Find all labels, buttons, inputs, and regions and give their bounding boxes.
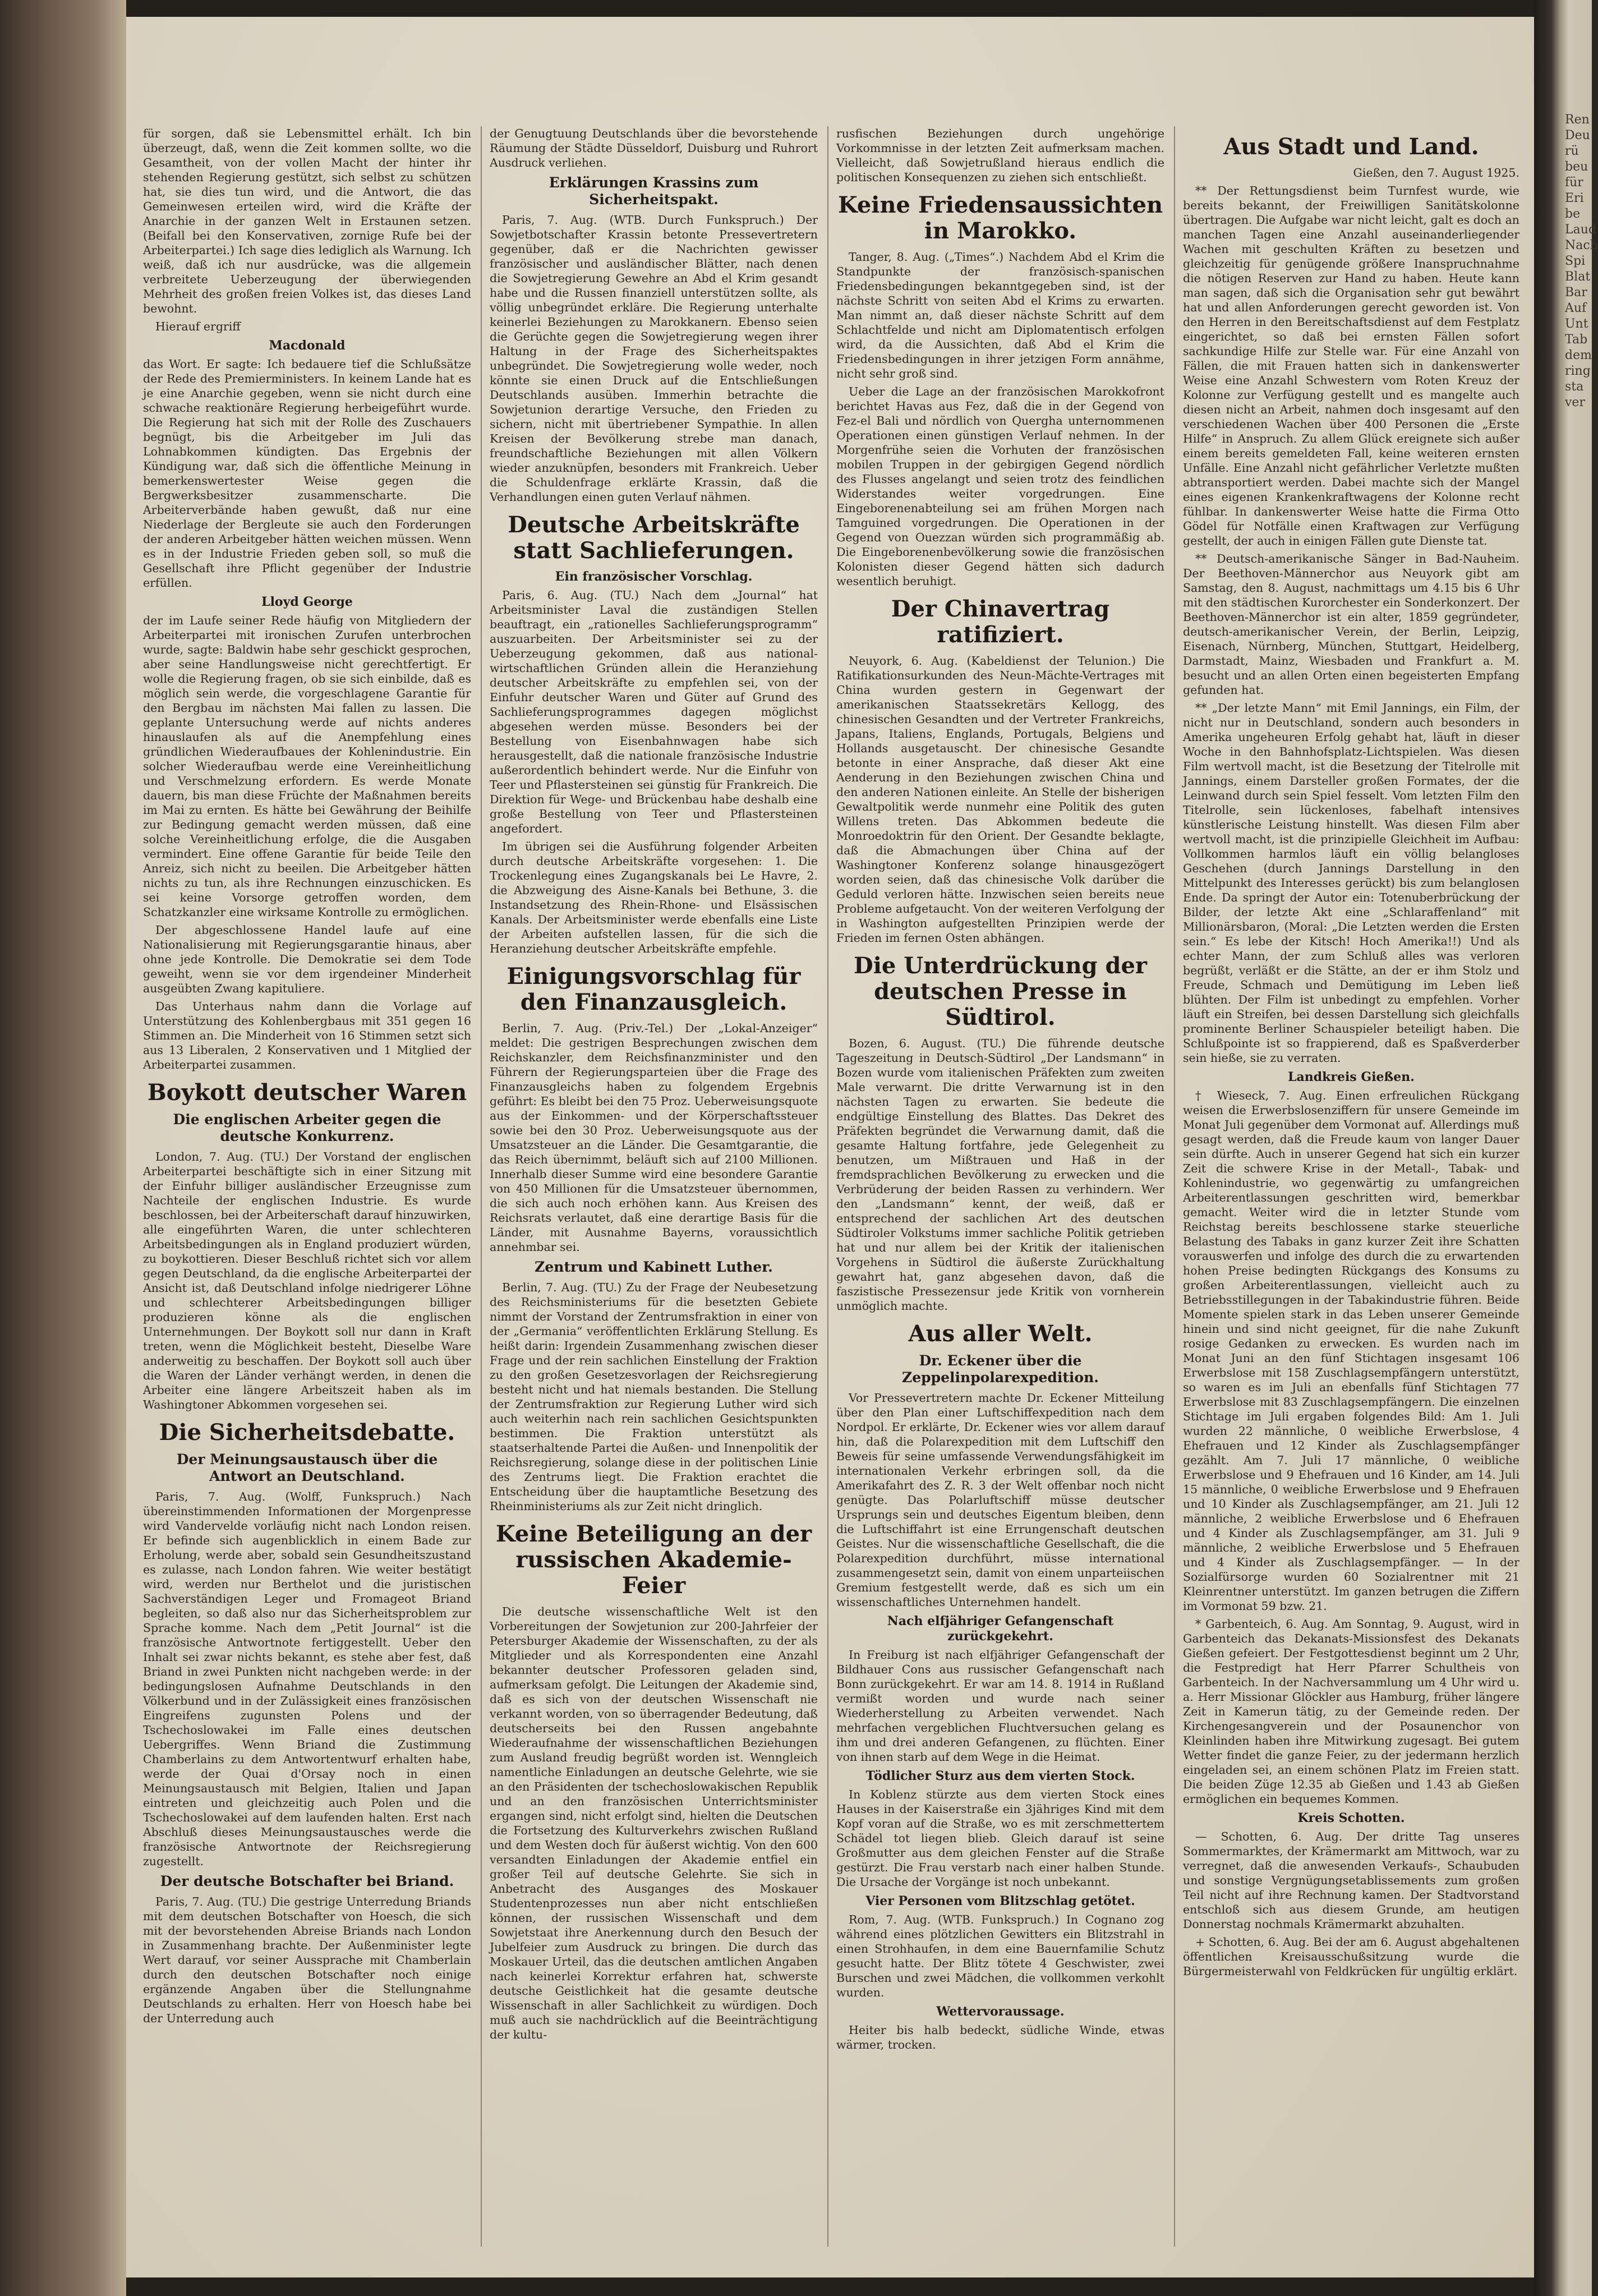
- article-text: Heiter bis halb bedeckt, südliche Winde, etwas wärmer, trocken.: [836, 2023, 1164, 2051]
- speaker-heading: Lloyd George: [261, 595, 353, 609]
- speaker-heading: Macdonald: [269, 338, 346, 353]
- article-text: Paris, 7. Aug. (Wolff, Funkspruch.) Nach übereinstimmenden Informationen der Morgenpresse wird Vandervelde vorläufig nicht nach London reisen. Er befinde sich augenblicklich in einem Bade zur Erholung, werde aber, sobald sein Gesundheitszustand es zulasse, nach London fahren. Wie weiter bestätigt wird, werden nur Berthelot und die juristischen Sachverständigen Leger und Fromageot Briand begleiten, so daß also nur das Sicherheitsproblem zur Sprache komme. Nach dem „Petit Journal“ ist die französische Antwortnote fertiggestellt. Ueber den Inhalt sei zwar nichts bekannt, es stehe aber fest, daß Briand in zwei Punkten nicht nachgeben werde: in der bedingungslosen Aufnahme Deutschlands in den Völkerbund und in der Zulässigkeit eines französischen Eingreifens zugunsten Polens und der Tschechoslowakei im Falle eines deutschen Uebergriffes. Wenn Briand die Zustimmung Chamberlains zu dem Antwortentwurf erhalten habe, werde der Quai d'Orsay noch in einen Meinungsaustausch mit Belgien, Italien und Japan eintreten und gleichzeitig auch Polen und die Tschechoslowakei auf dem laufenden halten. Erst nach Abschluß dieses Meinungsaustausches werde die französische Antwortnote der Reichsregierung zugestellt.: [143, 1490, 471, 1868]
- headline: Zentrum und Kabinett Luther.: [535, 1259, 773, 1275]
- article-text: Das Unterhaus nahm dann die Vorlage auf Unterstützung des Kohlenbergbaus mit 351 gegen 16 Stimmen an. Die Minderheit von 16 Stimmen setzt sich aus 13 Liberalen, 2 Konservativen und 1 Mitglied der Arbeiterpartei zusammen.: [143, 1000, 471, 1071]
- article-text: der im Laufe seiner Rede häufig von Mitgliedern der Arbeiterpartei mit ironischen Zurufen unterbrochen wurde, sagte: Baldwin habe sehr geschickt gesprochen, aber seine Handlungsweise nicht gerechtfertigt. Er wolle die Regierung fragen, ob sie sich einbilde, daß es möglich sein werde, die vorgeschlagene Garantie für den Bergbau im nächsten Mai fallen zu lassen. Die geplante Untersuchung werde auf nichts anderes hinauslaufen als auf die Anempfehlung eines gründlichen Wiederaufbaues der Kohlenindustrie. Ein solcher Wiederaufbau werde eine Vereinheitlichung und Verschmelzung erfordern. Es werde Monate dauern, bis man diese Früchte der Maßnahmen bereits im Mai zu ernten. Es hätte bei Gewährung der Beihilfe zur Bedingung gemacht werden müssen, daß eine solche Vereinheitlichung erfolge, die die Ausgaben vermindert. Eine offene Garantie für beide Teile den Anreiz, sich nicht zu beeilen. Die Arbeitgeber hätten nichts zu tun, als ihre Rechnungen einzuschicken. Es sei keine Vorsorge getroffen worden, dem Schatzkanzler eine wirksame Kontrolle zu ermöglichen.: [143, 614, 471, 919]
- headline: Die Sicherheitsdebatte.: [159, 1419, 455, 1446]
- article-text: Der abgeschlossene Handel laufe auf eine Nationalisierung mit Regierungsgarantie hinaus, aber ohne jede Kontrolle. Die Demokratie sei dem Tode geweiht, wenn sie vor dem irgendeiner Minderheit ausgeübten Zwang kapituliere.: [143, 923, 471, 995]
- subheadline: Ein französischer Vorschlag.: [555, 569, 753, 584]
- article-text: rusfischen Beziehungen durch ungehörige Vorkommnisse in der letzten Zeit aufmerksam machen. Vielleicht, daß Sowjetrußland hieraus endlich die politischen Konsequenzen zu ziehen sich entschließt.: [836, 127, 1164, 184]
- article-text: das Wort. Er sagte: Ich bedauere tief die Schlußsätze der Rede des Premierministers. In keinem Lande hat es je eine Anarchie gegeben, wenn sie nicht durch eine schwache reaktionäre Regierung herbeigeführt wurde. Die Regierung hat sich mit der Rolle des Zuschauers begnügt, bis die Arbeitgeber im Juli das Lohnabkommen kündigten. Das Ergebnis der Kündigung war, daß sich die öffentliche Meinung in bemerkenswertester Weise gegen die Bergwerksbesitzer zusammenscharte. Die Arbeiterverbände haben gewußt, daß nur eine Niederlage der Bergleute sie auch den Forderungen der anderen Arbeitgeber hätten weichen müssen. Wenn es in der Industrie Frieden geben soll, so muß die Gesellschaft ihre Pflicht gegenüber der Industrie erfüllen.: [143, 357, 471, 590]
- headline: Keine Beteiligung an der russischen Akademie-Feier: [495, 1521, 812, 1599]
- article-text: In Koblenz stürzte aus dem vierten Stock eines Hauses in der Kaiserstraße ein 3jähriges Kind mit dem Kopf voran auf die Straße, wo es mit zerschmettertem Schädel tot liegen blieb. Gleich darauf ist seine Großmutter aus dem gleichen Fenster auf die Straße gestürzt. Die Frau verstarb nach einer halben Stunde. Die Ursache der Vorgänge ist noch unbekannt.: [836, 1788, 1164, 1889]
- article-text: Berlin, 7. Aug. (TU.) Zu der Frage der Neubesetzung des Reichsministeriums für die besetzten Gebiete nimmt der Vorstand der Zentrumsfraktion in einer von der „Germania“ veröffentlichten Erklärung Stellung. Es heißt darin: Irgendein Zusammenhang zwischen dieser Frage und der rein sachlichen Einstellung der Fraktion zu den großen Gesetzesvorlagen der Reichsregierung besteht nicht und hat niemals bestanden. Die Stellung der Zentrumsfraktion zur Regierung Luther wird sich auch weiterhin nach rein sachlichen Gesichtspunkten bestimmen. Die Fraktion unterstützt als staatserhaltende Partei die Außen- und Innenpolitik der Reichsregierung, solange diese in der politischen Linie des Zentrums liegt. Die Fraktion erachtet die Entscheidung über die hauptamtliche Besetzung des Rheinministeriums als zur Zeit nicht dringlich.: [490, 1281, 818, 1513]
- article-text: Im übrigen sei die Ausführung folgender Arbeiten durch deutsche Arbeitskräfte vorgesehen: 1. Die Trockenlegung eines Zugangskanals bei Le Havre, 2. die Abzweigung des Aisne-Kanals bei Bethune, 3. die Instandsetzung des Rhein-Rhone- und Elsässischen Kanals. Der Arbeitsminister werde ebenfalls eine Liste der Arbeiten aufstellen lassen, für die sich die Heranziehung deutscher Arbeitskräfte empfehle.: [490, 840, 818, 955]
- article-text: Ueber die Lage an der französischen Marokkofront berichtet Havas aus Fez, daß die in der Gegend von Fez-el Bali und nördlich von Quergha unternommenen Operationen einen günstigen Verlauf nehmen. In der Morgenfrühe seien die Vorhuten der französischen mobilen Truppen in der gebirgigen Gegend nördlich des Flusses angelangt und seien trotz des feindlichen Widerstandes weiter vorgedrungen. Eine Eingeborenenabteilung sei am frühen Morgen nach Tamguined vorgedrungen. Die Operationen in der Gegend von Ouezzan würden sich programmäßig ab. Die Eingeborenenbevölkerung sowie die französischen Kolonisten dieser Gegend hätten sich dadurch wesentlich beruhigt.: [836, 385, 1164, 588]
- article-text: Hierauf ergriff: [155, 320, 241, 333]
- section-subheading: Kreis Schotten.: [1297, 1811, 1405, 1825]
- section-heading: Aus aller Welt.: [908, 1320, 1093, 1347]
- headline: Wettervoraussage.: [936, 2004, 1065, 2019]
- article-text: Neuyork, 6. Aug. (Kabeldienst der Telunion.) Die Ratifikationsurkunden des Neun-Mächte-Vertrages mit China wurden gestern in Gegenwart der amerikanischen Staatssekretärs Kellogg, des chinesischen Gesandten und der Vertreter Frankreichs, Japans, Italiens, Englands, Portugals, Belgiens und Hollands ausgetauscht. Der chinesische Gesandte betonte in einer Ansprache, daß dieser Akt eine Aenderung in den Beziehungen zwischen China und den anderen Nationen einleite. An Stelle der bisherigen Gewaltpolitik werde nunmehr eine Politik des guten Willens treten. Das Abkommen bedeute die Monroedoktrin für den Orient. Der Gesandte beklagte, daß die Abmachungen über China auf der Washingtoner Konferenz solange hinausgezögert worden seien, daß das chinesische Volk darüber die Geduld verloren hätte. Inzwischen seien bereits neue Probleme aufgetaucht. Von der weiteren Verfolgung der in Washington aufgestellten Prinzipien werde der Frieden im fernen Osten abhängen.: [836, 654, 1164, 945]
- headline: Der deutsche Botschafter bei Briand.: [160, 1873, 454, 1889]
- subheadline: Die englischen Arbeiter gegen die deutsche Konkurrenz.: [173, 1111, 441, 1144]
- headline: Die Unterdrückung der deutschen Presse in Südtirol.: [854, 953, 1147, 1030]
- headline: Dr. Eckener über die Zeppelinpolarexpedition.: [902, 1352, 1099, 1386]
- article-text: Paris, 7. Aug. (WTB. Durch Funkspruch.) Der Sowjetbotschafter Krassin betonte Pressevertretern gegenüber, daß er die Nachrichten gewisser französischer und ausländischer Blätter, nach denen die Sowjetregierung Gewehre an Abd el Krim gesandt habe und die Russen finanziell unterstützen sollte, als völlig unbegründet erkläre. Die Regierung unterhalte keinerlei Beziehungen zu Marokkanern. Ebenso seien die Gerüchte gegen die Sowjetregierung wegen ihrer Haltung in der Frage des Sicherheitspaktes unbegründet. Die Sowjetregierung wolle weder, noch könnte sie einen Druck auf die Entschließungen Deutschlands ausüben. Immerhin betrachte die Sowjetunion derartige Versuche, den Frieden zu sichern, nicht mit übertriebener Sympathie. In allen Kreisen der Bevölkerung strebe man danach, freundschaftliche Beziehungen mit allen Völkern wieder anzuknüpfen, besonders mit Frankreich. Ueber die Schuldenfrage erklärte Krassin, daß die Verhandlungen einen guten Verlauf nähmen.: [490, 213, 818, 504]
- article-text: ** „Der letzte Mann“ mit Emil Jannings, ein Film, der nicht nur in Deutschland, sondern auch besonders in Amerika ungeheuren Erfolg gehabt hat, läuft in dieser Woche in den Bahnhofsplatz-Lichtspielen. Was diesen Film wertvoll macht, ist die Besetzung der Titelrolle mit Jannings, einem Darsteller großen Formates, der die Leinwand durch sein Spiel fesselt. Vom letzten Film den Titelrolle, sein lückenloses, fabelhaft intensives künstlerische Leistung hinstellt. Was diesen Film aber wertvoll macht, ist die prinzipielle Gleichheit im Aufbau: Vollkommen harmlos läuft ein völlig belangloses Geschehen (durch Jannings Darstellung in den Mittelpunkt des Interesses gerückt) bis zum belanglosen Ende. Da springt der Autor ein: Totenuberbrückung der Bilder, der letzte Akt eine „Schlaraffenland“ mit Millionärsbaron, (Moral: „Die Letzten werden die Ersten sein.“ Es lebe der Kitsch! Hoch Amerika!!) Und als echter Mann, der zum Schluß alles was verloren begrüßt, verläßt er die Stätte, an der er ihm Stolz und Freude, Schmach und Demütigung im Leben ließ blühten. Der Film ist unbedingt zu empfehlen. Vorher läuft ein Streifen, bei dessen Darstellung sich gleichfalls prominente Berliner Schauspieler beteiligt haben. Die Schlußpointe ist so frappierend, daß es Spaßverderber sein hieße, sie zu verraten.: [1183, 701, 1519, 1065]
- dateline: Gießen, den 7. August 1925.: [1353, 166, 1519, 180]
- article-text: Rom, 7. Aug. (WTB. Funkspruch.) In Cognano zog während eines plötzlichen Gewitters ein Blitzstrahl in einen Strohhaufen, in dem eine Bauernfamilie Schutz gesucht hatte. Der Blitz tötete 4 Geschwister, zwei Burschen und zwei Mädchen, die vollkommen verkohlt wurden.: [836, 1913, 1164, 1999]
- headline: Deutsche Arbeitskräfte statt Sachlieferungen.: [508, 512, 800, 564]
- headline: Erklärungen Krassins zum Sicherheitspakt.: [549, 174, 759, 208]
- article-text: Die deutsche wissenschaftliche Welt ist den Vorbereitungen der Sowjetunion zur 200-Jahrfeier der Petersburger Akademie der Wissenschaften, zu der als Mitglieder und als Korrespondenten eine Anzahl bekannter deutscher Professoren geladen sind, aufmerksam gefolgt. Die Leitungen der Akademie sind, daß es sich von der deutschen Wissenschaft nie verkannt worden, von so überragender Bedeutung, daß deutscherseits bei den Russen angebahnte Wiederaufnahme der wissenschaftlichen Beziehungen zum Ausland freudig begrüßt worden ist. Wenngleich namentliche Einladungen an deutsche Gelehrte, wie sie an den Präsidenten der tschechoslowakischen Republik und an den französischen Unterrichtsminister ergangen sind, nicht erfolgt sind, hielten die Deutschen die Fortsetzung des Kulturverkehrs zwischen Rußland und dem Westen doch für äußerst wichtig. Von den 600 versandten Einladungen der Akademie entfiel ein großer Teil auf deutsche Gelehrte. Sie sich in Anbetracht des Ausganges des Moskauer Studentenprozesses nun aber nicht entschließen können, der russischen Wissenschaft und dem Sowjetstaat ihre Anerkennung durch den Besuch der Jubelfeier zum Ausdruck zu bringen. Die durch das Moskauer Urteil, das die deutschen amtlichen Angaben nach keinerlei Korrektur erfahren hat, schwerste deutsche Geistlichkeit hat die gesamte deutsche Wissenschaft in aller Sachlichkeit zu würdigen. Doch muß auch sie nachdrücklich auf die Beeinträchtigung der kultu-: [490, 1605, 818, 2041]
- column-4: [1183, 126, 1519, 2258]
- column-1: [143, 126, 471, 2258]
- column-3: [836, 126, 1164, 2258]
- article-text: ** Der Rettungsdienst beim Turnfest wurde, wie bereits bekannt, der Freiwilligen Sanitätskolonne übertragen. Die Aufgabe war nicht leicht, galt es doch an manchen Tagen eine Anzahl auseinanderliegender Wachen mit geschulten Kräften zu besetzen und gleichzeitig für genügende größere Inanspruchnahme die nötigen Reserven zur Hand zu haben. Heute kann man sagen, daß sich die Organisation sehr gut bewährt hat und allen Anforderungen gerecht geworden ist. Von den Herren in den Bereitschaftsdienst auf dem Festplatz eingerichtet, so daß bei ernsten Fällen sofort sachkundige Hilfe zur Stelle war. Für eine Anzahl von Fällen, die mit Frauen hatten sich in dankenswerter Weise eine Anzahl Schwestern vom Roten Kreuz der Kolonne zur Verfügung gestellt und es mangelte auch diesen nicht an Arbeit, nahmen doch insgesamt auf den verschiedenen Wachen über 400 Personen die „Erste Hilfe“ in Anspruch. Zu allem Glück ereignete sich außer einem bereits gemeldeten Fall, keine weiteren ernsten Unfälle. Eine Anzahl nicht gefährlicher Verletzte mußten abtransportiert werden. Dabei machte sich der Mangel eines eigenen Krankenkraftwagens der Kolonne recht fühlbar. In dankenswerter Weise hatte die Firma Otto Gödel für Notfälle einen Kraftwagen zur Verfügung gestellt, der auch in einigen Fällen gute Dienste tat.: [1183, 184, 1519, 547]
- headline: Vier Personen vom Blitzschlag getötet.: [865, 1894, 1135, 1908]
- article-text: ** Deutsch-amerikanische Sänger in Bad-Nauheim. Der Beethoven-Männerchor aus Neuyork gibt am Samstag, den 8. August, nachmittags um 4.15 bis 6 Uhr mit den städtischen Kurorchester ein Sonderkonzert. Der Beethoven-Männerchor ist ein alter, 1859 gegründeter, deutsch-amerikanischer Verein, der Berlin, Leipzig, Eisenach, Nürnberg, München, Stuttgart, Heidelberg, Darmstadt, Mainz, Wiesbaden und Frankfurt a. M. besucht und an allen Orten einen begeisterten Empfang gefunden hat.: [1183, 552, 1519, 697]
- column-rule: [827, 126, 828, 2247]
- section-heading: Aus Stadt und Land.: [1223, 134, 1479, 160]
- article-text: Paris, 6. Aug. (TU.) Nach dem „Journal“ hat Arbeitsminister Laval die zuständigen Stellen beauftragt, ein „rationelles Sachlieferungsprogramm“ auszuarbeiten. Der Arbeitsminister sei zu der Ueberzeugung gekommen, daß aus national-wirtschaftlichen Gründen allein die Heranziehung deutscher Arbeitskräfte zu empfehlen sei, von der Einfuhr deutscher Waren und Güter auf Grund des Sachlieferungsprogrammes dagegen möglichst abgesehen werden müsse. Besonders bei der Bestellung von Eisenbahnwagen habe sich herausgestellt, daß die nationale französische Industrie außerordentlich behindert werde. Nur die Einfuhr von Teer und Pflastersteinen sei günstig für Frankreich. Die Direktion für Wege- und Brückenbau habe deshalb eine große Bestellung von Teer und Pflastersteinen angefordert.: [490, 588, 818, 835]
- headline: Nach elfjähriger Gefangenschaft zurückgekehrt.: [887, 1614, 1114, 1644]
- headline: Keine Friedensaussichten in Marokko.: [837, 192, 1163, 244]
- article-text: für sorgen, daß sie Lebensmittel erhält. Ich bin überzeugt, daß, wenn die Zeit kommen sollte, wo die Gesamtheit, von der vollen Macht der hinter ihr stehenden Regierung gestützt, sich selbst zu schützen hat, sie dies tun wird, und die Antwort, die das Gemeinwesen erteilen wird, wird die Kräfte der Anarchie in der ganzen Welt in Erstaunen setzen. (Beifall bei den Konservativen, zornige Rufe bei der Arbeiterpartei.) Ich sage dies lediglich als Warnung. Ich weiß, daß ich nur ausdrücke, was die allgemein verbreitete Ueberzeugung der überwiegenden Mehrheit des großen freien Volkes ist, das dieses Land bewohnt.: [143, 127, 471, 315]
- article-text: der Genugtuung Deutschlands über die bevorstehende Räumung der Städte Düsseldorf, Duisburg und Ruhrort Ausdruck verliehen.: [490, 127, 818, 169]
- article-text: Paris, 7. Aug. (TU.) Die gestrige Unterredung Briands mit dem deutschen Botschafter von Hoesch, die sich mit der bevorstehenden Abreise Briands nach London in Zusammenhang brachte. Der Außenminister legte Wert darauf, vor seiner Aussprache mit Chamberlain durch den deutschen Botschafter noch einige ergänzende Angaben über die Stellungnahme Deutschlands zu erhalten. Herr von Hoesch habe bei der Unterredung auch: [143, 1895, 471, 2025]
- article-text: In Freiburg ist nach elfjähriger Gefangenschaft der Bildhauer Cons aus russischer Gefangenschaft nach Bonn zurückgekehrt. Er war am 14. 8. 1914 in Rußland vermißt worden und wurde nach seiner Wiederherstellung zu Arbeiten verwendet. Nach mehrfachen vergeblichen Fluchtversuchen gelang es ihm und drei anderen Gefangenen, zu flüchten. Einer von ihnen starb auf dem Wege in die Heimat.: [836, 1648, 1164, 1764]
- article-text: * Garbenteich, 6. Aug. Am Sonntag, 9. August, wird in Garbenteich das Dekanats-Missionsfest des Dekanats Gießen gefeiert. Der Festgottesdienst beginnt um 2 Uhr, die Festpredigt hat Herr Pfarrer Schultheis von Garbenteich. In der Nachversammlung um 4 Uhr wird u. a. Herr Missionar Glöckler aus Hamburg, früher längere Zeit in Kamerun tätig, zu der Gemeinde reden. Der Kirchengesangverein und der Posaunenchor von Kleinlinden haben ihre Mitwirkung zugesagt. Bei gutem Wetter findet die ganze Feier, zu der jedermann herzlich eingeladen sei, an einem schönen Platz im Freien statt. Die beiden Züge 12.35 ab Gießen und 1.43 ab Gießen ermöglichen ein bequemes Kommen.: [1183, 1617, 1519, 1806]
- article-text: London, 7. Aug. (TU.) Der Vorstand der englischen Arbeiterpartei beschäftigte sich in einer Sitzung mit der Einfuhr billiger ausländischer Erzeugnisse zum Nachteile der englischen Industrie. Es wurde beschlossen, bei der Arbeiterschaft darauf hinzuwirken, alle eingeführten Waren, die unter schlechteren Arbeitsbedingungen als in England produziert würden, zu boykottieren. Dieser Beschluß richtet sich vor allem gegen Deutschland, da die englische Arbeiterpartei der Ansicht ist, daß Deutschland infolge niedrigerer Löhne und schlechterer Arbeitsbedingungen billiger produzieren könne als die englischen Unternehmungen. Der Boykott soll nur dann in Kraft treten, wenn die Möglichkeit besteht, Dieselbe Ware anderweitig zu beschaffen. Der Boykott soll auch über die Waren der Länder verhängt werden, in denen die Arbeiter eine längere Arbeitszeit haben als im Washingtoner Abkommen vorgesehen sei.: [143, 1150, 471, 1411]
- column-rule: [481, 126, 482, 2247]
- article-text: — Schotten, 6. Aug. Der dritte Tag unseres Sommermarktes, der Krämermarkt am Mittwoch, war zu verregnet, daß die anwesenden Verkaufs-, Schaubuden und sonstige Vergnügungsetablissements zum großen Teil nicht auf ihre Rechnung kamen. Der Stadtvorstand entschloß sich aus diesem Grunde, am heutigen Donnerstag nochmals Krämermarkt abzuhalten.: [1183, 1830, 1519, 1931]
- headline: Tödlicher Sturz aus dem vierten Stock.: [865, 1769, 1135, 1783]
- section-subheading: Landkreis Gießen.: [1288, 1070, 1415, 1084]
- article-text: Bozen, 6. August. (TU.) Die führende deutsche Tageszeitung in Deutsch-Südtirol „Der Landsmann“ in Bozen wurde vom italienischen Präfekten zum zweiten Male verwarnt. Die dritte Verwarnung ist in den nächsten Tagen zu erwarten. Sie bedeute die endgültige Einstellung des Blattes. Das Dekret des Präfekten begründet die Verwarnung damit, daß die gesamte Haltung fortfahre, jede Gelegenheit zu benutzen, um Mißtrauen und Haß in der fremdsprachlichen Bevölkerung zu erwecken und die Verbrüderung der beiden Rassen zu verhindern. Wer den „Landsmann“ kennt, der weiß, daß er entsprechend der sachlichen Art des deutschen Südtiroler Volkstums immer sachliche Politik getrieben hat und nur allem bei der Kritik der italienischen Vorgehens in Südtirol die äußerste Zurückhaltung gewahrt hat, ganz abgesehen davon, daß die faszistische Pressezensur jede Kritik von vornherein unmöglich machte.: [836, 1037, 1164, 1313]
- adjacent-page-text: Ren Deu rü beu für Eri be Laud Nach Spi Blat Bar Auf Unt Tab dem ring sta ver: [1565, 113, 1598, 409]
- headline: Boykott deutscher Waren: [147, 1079, 467, 1106]
- column-rule: [1174, 126, 1175, 2247]
- subheadline: Der Meinungsaustausch über die Antwort an Deutschland.: [176, 1451, 438, 1484]
- headline: Einigungsvorschlag für den Finanzausgleich.: [506, 963, 801, 1015]
- column-2: [490, 126, 818, 2258]
- book-binding-shadow: [0, 0, 126, 2296]
- article-text: Tanger, 8. Aug. („Times“.) Nachdem Abd el Krim die Standpunkte der französisch-spanischen Friedensbedingungen bekanntgegeben sind, ist der nächste Schritt von seiten Abd el Krims zu erwarten. Man nimmt an, daß dieser nächste Schritt auf dem Schlachtfelde und nicht am Diplomatentisch erfolgen wird, da die Aussichten, daß Abd el Krim die Friedensbedingungen in ihrer jetzigen Form annähme, nicht sehr groß sind.: [836, 250, 1164, 380]
- article-text: + Schotten, 6. Aug. Bei der am 6. August abgehaltenen öffentlichen Kreisausschußsitzung wurde die Bürgermeisterwahl von Feldkrücken für ungültig erklärt.: [1183, 1935, 1519, 1978]
- headline: Der Chinavertrag ratifiziert.: [891, 596, 1110, 648]
- article-text: Berlin, 7. Aug. (Priv.-Tel.) Der „Lokal-Anzeiger“ meldet: Die gestrigen Besprechungen zwischen dem Reichskanzler, dem Reichsfinanzminister und den Führern der Regierungsparteien über die Frage des Finanzausgleichs haben zu folgendem Ergebnis geführt: Es bleibt bei den 75 Proz. Ueberweisungsquote aus der Einkommen- und der Körperschaftssteuer sowie bei den 30 Proz. Ueberweisungsquote aus der Umsatzsteuer an die Länder. Die Gesamtgarantie, die das Reich übernimmt, beläuft sich auf 2100 Millionen. Innerhalb dieser Summe wird eine besondere Garantie von 450 Millionen für die Umsatzsteuer übernommen, die sich auch noch erhöhen kann. Aus Kreisen des Reichsrats verlautet, daß eine derartige Basis für die Länder, mit Ausnahme Bayerns, voraussichtlich annehmbar sei.: [490, 1022, 818, 1254]
- article-text: † Wieseck, 7. Aug. Einen erfreulichen Rückgang weisen die Erwerbslosenziffern für unsere Gemeinde im Monat Juli gegenüber dem Vormonat auf. Allerdings muß gesagt werden, daß die Freude kaum von langer Dauer sein dürfte. Auch in unserer Gegend hat sich ein kurzer Zeit die schwere Krise in der Metall-, Tabak- und Kohlenindustrie, wo gegenwärtig zu umfangreichen Arbeiterentlassungen geschritten wird, bemerkbar gemacht. Weiter wird die in letzter Stunde vom Reichstag bereits beschlossene starke steuerliche Belastung des Tabaks in ganz kurzer Zeit ihre Schatten vorauswerfen und infolge des durch die zu erwartenden hohen Preise bedingten Rückgangs des Konsums zu großen Arbeiterentlassungen, vielleicht auch zu Betriebsstillegungen in der Tabakindustrie führen. Beide Momente spielen stark in das Leben unserer Gemeinde hinein und sind nicht geeignet, für die nahe Zukunft rosige Gedanken zu erwecken. Es wurden nach im Monat Juni an den fünf Stichtagen insgesamt 106 Erwerbslose mit 158 Zuschlagsempfängern unterstützt, so waren es im Juli an ebenfalls fünf Stichtagen 77 Erwerbslose mit 83 Zuschlagsempfängern. Die einzelnen Stichtage im Juli ergaben folgendes Bild: Am 1. Juli wurden 22 männliche, 0 weibliche Erwerbslose, 4 Ehefrauen und 12 Kinder als Zuschlagsempfänger gezählt. Am 7. Juli 17 männliche, 0 weibliche Erwerbslose und 9 Ehefrauen und 16 Kinder, am 14. Juli 15 männliche, 0 weibliche Erwerbslose und 9 Ehefrauen und 10 Kinder als Zuschlagsempfänger, am 21. Juli 12 männliche, 2 weibliche Erwerbslose und 6 Ehefrauen und 4 Kinder als Zuschlagsempfänger, am 31. Juli 9 männliche, 2 weibliche Erwerbslose und 5 Ehefrauen und 4 Kinder als Zuschlagsempfänger. — In der Sozialfürsorge wurden 60 Sozialrentner mit 21 Kleinrentner unterstützt. Im ganzen betrugen die Ziffern im Vormonat 59 bzw. 21.: [1183, 1089, 1519, 1613]
- article-text: Vor Pressevertretern machte Dr. Eckener Mitteilung über den Plan einer Luftschiffexpedition nach dem Nordpol. Er erklärte, Dr. Eckener wies vor allem darauf hin, daß die Polarexpedition mit dem Luftschiff den Beweis für seine umfassende Verwendungsfähigkeit im internationalen Verkehr erbringen soll, da die Amerikafahrt des Z. R. 3 der Welt offenbar noch nicht genügte. Das Polarluftschiff müsse deutscher Ursprungs sein und deutsches Eigentum bleiben, denn die Luftschiffahrt ist eine Errungenschaft deutschen Geistes. Nur die wissenschaftliche Gesellschaft, die die Polarexpedition durchführt, müsse international zusammengesetzt sein, damit von einem unparteiischen Gremium festgestellt werde, daß es sich um ein wissenschaftliches Unternehmen handelt.: [836, 1391, 1164, 1609]
